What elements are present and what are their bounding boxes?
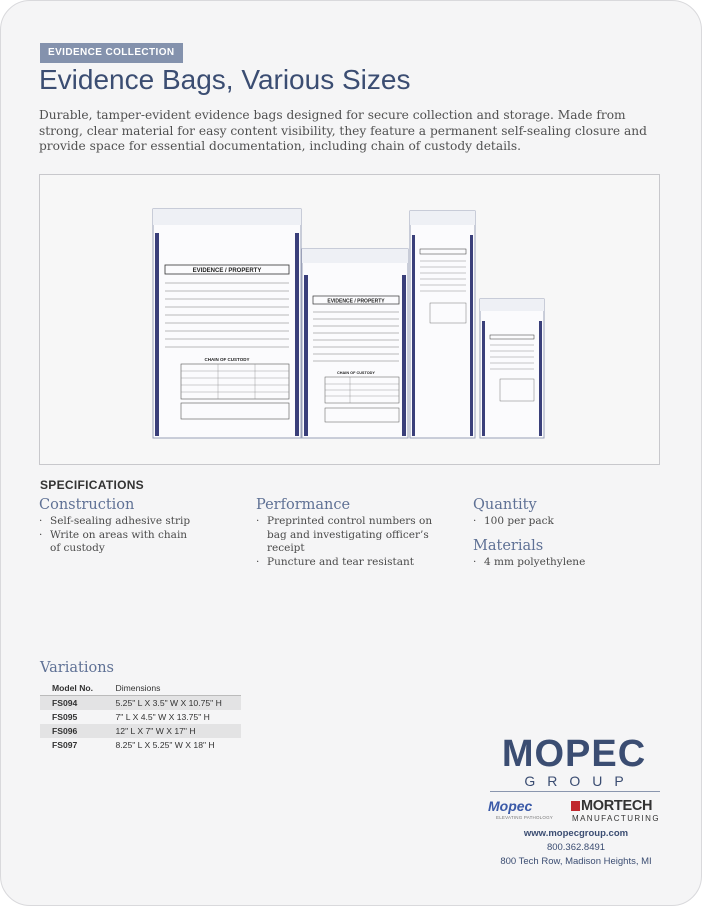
model-number: FS094	[40, 696, 102, 711]
quantity-title: Quantity	[473, 497, 537, 513]
bag-small	[480, 299, 544, 438]
quantity-section	[473, 497, 663, 569]
bag-large-custody: CHAIN OF CUSTODY	[204, 357, 250, 362]
bag-large-header: EVIDENCE / PROPERTY	[192, 268, 262, 274]
phone-number: 800.362.8491	[546, 842, 606, 853]
list-item: · Preprinted control numbers on bag and investigating officer’s receipt	[256, 515, 452, 556]
dimensions: 7" L X 4.5" W X 13.75" H	[115, 712, 210, 722]
evidence-bags-illustration	[40, 175, 659, 464]
address: 800 Tech Row, Madison Heights, MI	[500, 856, 652, 867]
mortech-mark-icon	[571, 801, 580, 811]
specifications-heading: SPECIFICATIONS	[40, 478, 144, 492]
mortech-logo-text: MORTECH	[581, 798, 653, 814]
model-number: FS096	[40, 724, 102, 738]
logo-divider	[490, 791, 660, 792]
mortech-logo-sub: MANUFACTURING	[572, 814, 660, 823]
dimensions: 8.25" L X 5.25" W X 18" H	[115, 740, 215, 750]
website-link[interactable]: www.mopecgroup.com	[523, 828, 629, 839]
list-item: · 4 mm polyethylene	[473, 556, 663, 570]
table-row	[40, 724, 241, 738]
bag-tall	[410, 211, 475, 438]
model-number: FS097	[52, 740, 78, 750]
mopec-group-logo: MOPEC	[501, 733, 647, 775]
variations-title: Variations	[40, 660, 114, 676]
bag-large	[153, 209, 301, 438]
list-item: · Write on areas with chain of custody	[39, 529, 200, 556]
page-title: Evidence Bags, Various Sizes	[39, 64, 411, 95]
list-item: · Puncture and tear resistant	[256, 556, 456, 570]
category-tag: EVIDENCE COLLECTION	[40, 43, 183, 63]
variations-table	[40, 681, 241, 752]
mopec-group-logo-sub: GROUP	[524, 773, 636, 789]
list-item: · 100 per pack	[473, 515, 663, 529]
table-row	[40, 696, 241, 711]
product-description: Durable, tamper-evident evidence bags designed for secure collection and storage. Made from strong, clear material for easy content visibility, they feature a permanent self-sealing closure and provide space for essential documentation, including chain of custody details.	[39, 108, 647, 153]
mortech-logo	[571, 798, 652, 814]
mopec-logo: Mopec	[488, 798, 533, 814]
product-image	[39, 174, 660, 465]
list-item: · Self-sealing adhesive strip	[39, 515, 239, 529]
construction-title: Construction	[39, 497, 135, 513]
column-header-dimensions: Dimensions	[102, 681, 241, 696]
bag-medium	[302, 249, 408, 438]
bag-medium-header: EVIDENCE / PROPERTY	[327, 298, 385, 305]
model-number: FS095	[52, 712, 78, 722]
dimensions: 5.25" L X 3.5" W X 10.75" H	[102, 696, 241, 711]
column-header-model: Model No.	[40, 681, 102, 696]
performance-title: Performance	[256, 497, 351, 513]
construction-section	[39, 497, 239, 556]
mopec-tagline: ELEVATING PATHOLOGY	[496, 815, 553, 820]
performance-section	[256, 497, 456, 569]
bag-medium-custody: CHAIN OF CUSTODY	[337, 371, 375, 375]
materials-title: Materials	[473, 537, 544, 554]
dimensions: 12" L X 7" W X 17" H	[102, 724, 241, 738]
table-row	[40, 710, 241, 724]
table-row	[40, 738, 241, 752]
